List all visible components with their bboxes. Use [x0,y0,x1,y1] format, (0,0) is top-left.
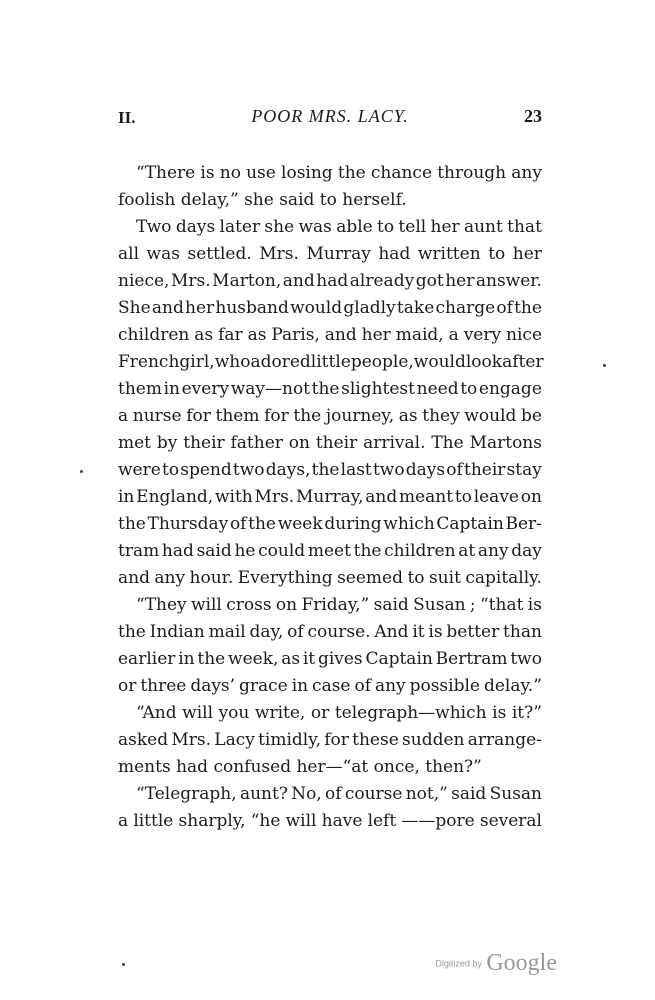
text-line: the Thursday of the week during which Captain Ber- [118,514,542,534]
text-line: met by their father on their arrival. The Martons [118,433,542,453]
text-line: Two days later she was able to tell her aunt that [136,217,542,237]
speck-mark [80,470,83,473]
text-line: “There is no use losing the chance through any [136,163,542,183]
text-line: foolish delay,” she said to herself. [118,190,407,210]
text-line: earlier in the week, as it gives Captain Bertram two [118,649,542,669]
speck-mark [603,364,606,367]
text-line: “Telegraph, aunt? No, of course not,” said Susan [136,784,542,804]
digitized-watermark [435,950,557,977]
page-body [118,160,542,835]
text-line: tram had said he could meet the children at any day [118,541,542,561]
text-line: niece, Mrs. Marton, and had already got her answer. [118,271,542,291]
page-number: 23 [524,106,542,126]
text-line: ments had confused her—“at once, then?” [118,757,482,777]
text-line: “And will you write, or telegraph—which is it?” [136,703,542,723]
speck-mark [122,963,125,966]
text-line: “They will cross on Friday,” said Susan ; “that is [136,595,542,615]
text-line: and any hour. Everything seemed to suit capitally. [118,568,542,588]
text-line: children as far as Paris, and her maid, a very nice [118,325,542,345]
running-header [118,100,542,134]
text-line: all was settled. Mrs. Murray had written to her [118,244,542,264]
watermark-brand: Google [486,950,557,976]
text-line: in England, with Mrs. Murray, and meant to leave on [118,487,542,507]
text-line: French girl, who adored little people, would look after [118,352,544,372]
text-line: a nurse for them for the journey, as they would be [118,406,542,426]
text-line: asked Mrs. Lacy timidly, for these sudden arrange- [118,730,542,750]
chapter-number: II. [118,108,136,127]
text-line: were to spend two days, the last two days of their stay [118,460,542,480]
watermark-prefix: Digitized by [435,958,482,969]
running-title: POOR MRS. LACY. [251,106,409,126]
text-line: the Indian mail day, of course. And it is better than [118,622,542,642]
text-line: a little sharply, “he will have left ——pore several [118,811,542,831]
text-line: them in every way—not the slightest need to engage [118,379,542,399]
text-line: She and her husband would gladly take charge of the [118,298,542,318]
text-line: or three days’ grace in case of any possible delay.” [118,676,542,696]
